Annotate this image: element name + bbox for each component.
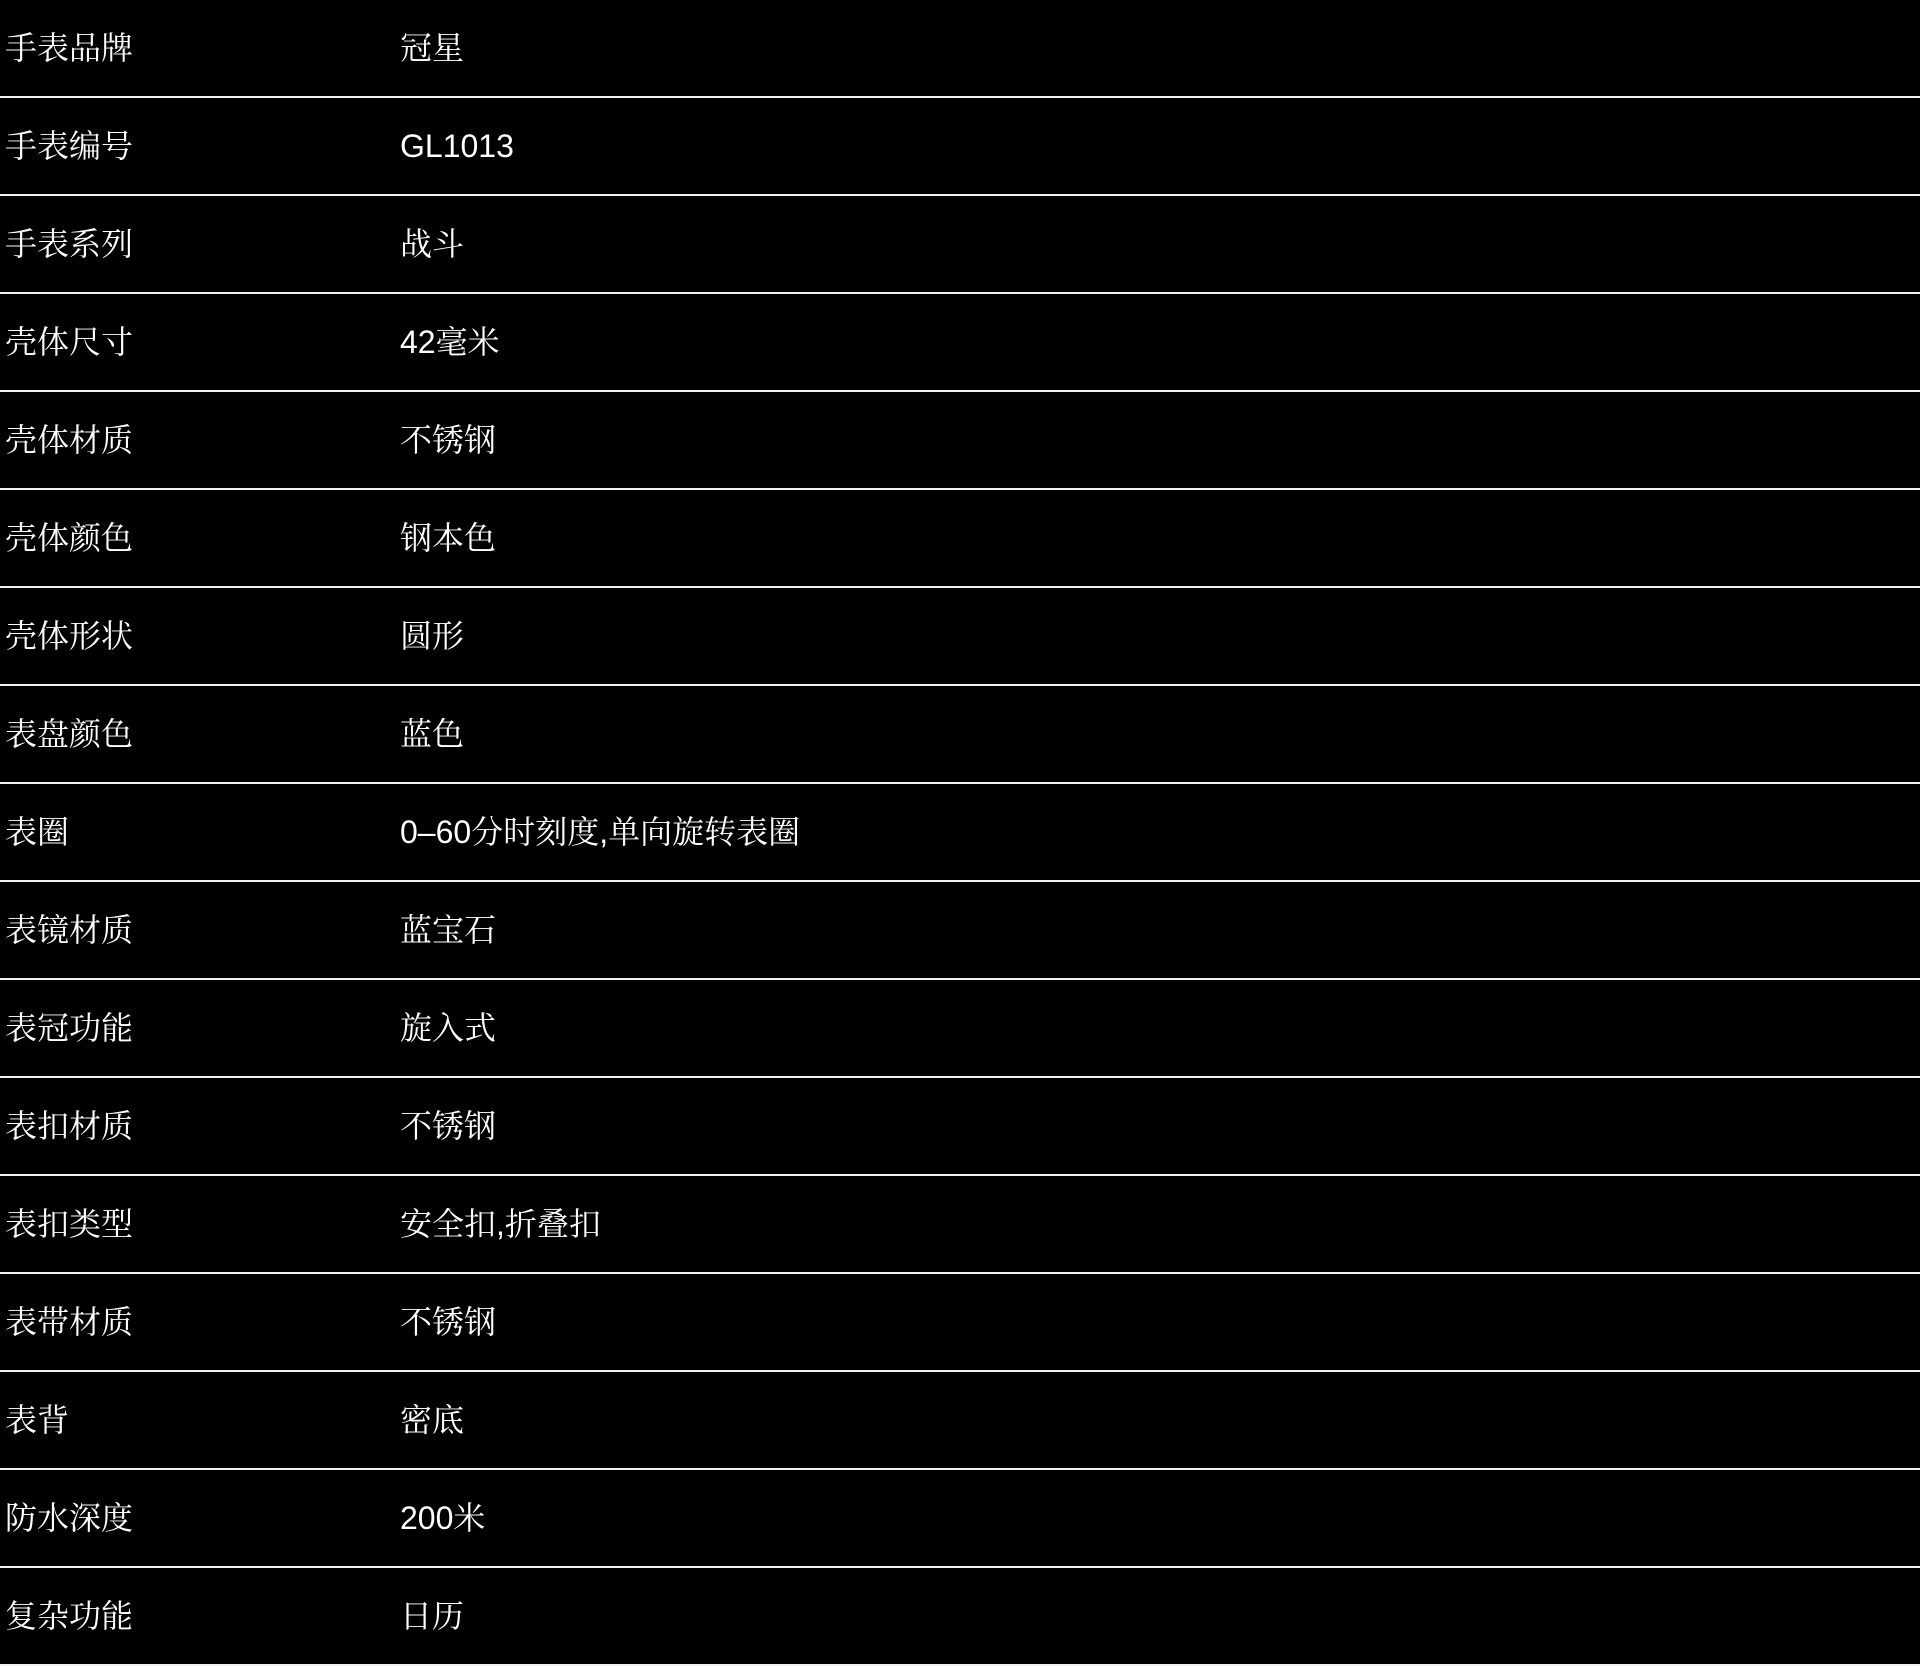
spec-row [0,1078,1920,1176]
spec-row [0,196,1920,294]
spec-value: 0–60分时刻度,单向旋转表圈 [400,816,801,848]
spec-row [0,1372,1920,1470]
spec-row [0,98,1920,196]
spec-value: 不锈钢 [400,1306,497,1338]
spec-row [0,490,1920,588]
spec-label: 表背 [5,1404,70,1436]
spec-value: 圆形 [400,620,465,652]
spec-label: 表镜材质 [5,914,134,946]
spec-label: 壳体形状 [5,620,134,652]
spec-value: 不锈钢 [400,424,497,456]
spec-value: GL1013 [400,130,514,162]
spec-row [0,784,1920,882]
spec-value: 密底 [400,1404,465,1436]
spec-row [0,1568,1920,1666]
spec-row [0,392,1920,490]
spec-label: 表冠功能 [5,1012,134,1044]
spec-label: 手表系列 [5,228,134,260]
spec-label: 复杂功能 [5,1600,134,1632]
spec-label: 表扣材质 [5,1110,134,1142]
spec-value: 战斗 [400,228,465,260]
spec-value: 旋入式 [400,1012,497,1044]
spec-value: 200米 [400,1502,486,1534]
spec-value: 不锈钢 [400,1110,497,1142]
spec-row [0,0,1920,98]
spec-label: 壳体尺寸 [5,326,134,358]
spec-row [0,980,1920,1078]
spec-value: 蓝宝石 [400,914,497,946]
spec-value: 42毫米 [400,326,500,358]
spec-label: 表圈 [5,816,70,848]
spec-label: 表扣类型 [5,1208,134,1240]
spec-row [0,1470,1920,1568]
spec-label: 表盘颜色 [5,718,134,750]
spec-label: 手表编号 [5,130,134,162]
spec-value: 蓝色 [400,718,465,750]
spec-label: 表带材质 [5,1306,134,1338]
spec-row [0,1274,1920,1372]
spec-value: 日历 [400,1600,465,1632]
spec-label: 壳体材质 [5,424,134,456]
spec-value: 安全扣,折叠扣 [400,1208,601,1240]
spec-row [0,882,1920,980]
spec-label: 手表品牌 [5,32,134,64]
spec-row [0,588,1920,686]
spec-row [0,294,1920,392]
spec-label: 防水深度 [5,1502,134,1534]
spec-value: 钢本色 [400,522,497,554]
spec-row [0,686,1920,784]
spec-value: 冠星 [400,32,465,64]
spec-row [0,1176,1920,1274]
spec-label: 壳体颜色 [5,522,134,554]
